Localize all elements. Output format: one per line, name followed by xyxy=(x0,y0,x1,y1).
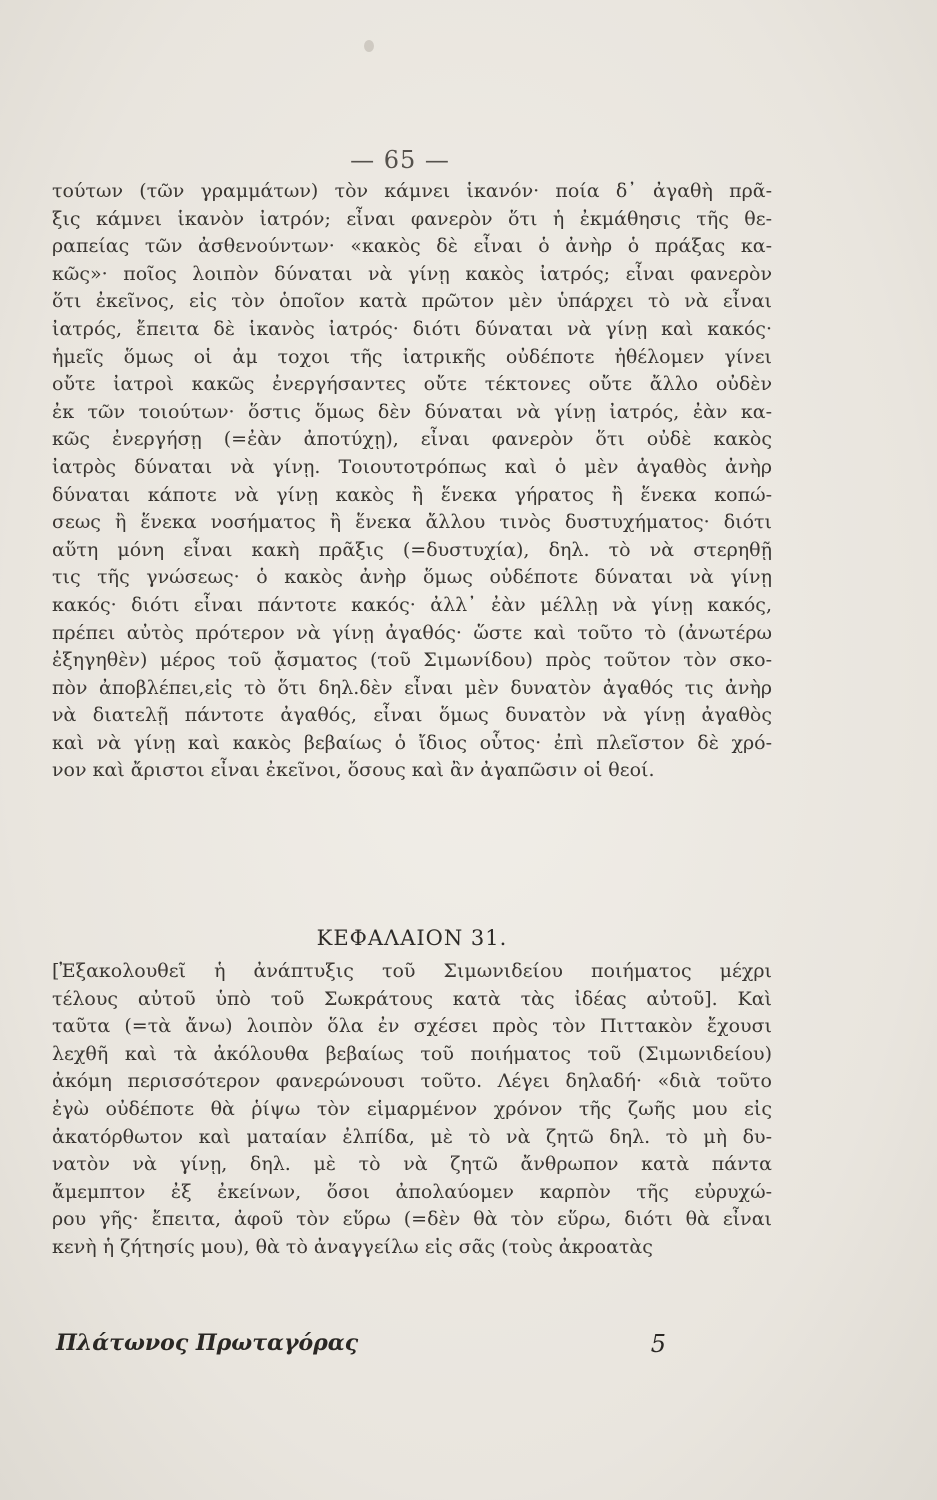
text-line: νατὸν νὰ γίνῃ, δηλ. μὲ τὸ νὰ ζητῶ ἄνθρωπον κατὰ πάντα xyxy=(52,1153,772,1176)
paragraph-1 xyxy=(52,178,772,785)
text-line: καὶ νὰ γίνῃ καὶ κακὸς βεβαίως ὁ ἴδιος οὗτος· ἐπὶ πλεῖστον δὲ χρό- xyxy=(52,731,772,754)
text-line: τούτων (τῶν γραμμάτων) τὸν κάμνει ἱκανόν· ποία δ᾽ ἀγαθὴ πρᾶ- xyxy=(52,180,772,202)
text-line: νον καὶ ἄριστοι εἶναι ἐκεῖνοι, ὅσους καὶ ἂν ἀγαπῶσιν οἱ θεοί. xyxy=(52,759,655,782)
page-number: — 65 — xyxy=(350,146,450,174)
text-line: λεχθῆ καὶ τὰ ἀκόλουθα βεβαίως τοῦ ποιήματος τοῦ (Σιμωνιδείου) xyxy=(52,1042,772,1065)
text-line: πρέπει αὐτὸς πρότερον νὰ γίνῃ ἀγαθός· ὥστε καὶ τοῦτο τὸ (ἀνωτέρω xyxy=(52,621,772,644)
text-line: τις τῆς γνώσεως· ὁ κακὸς ἀνὴρ ὅμως οὐδέποτε δύναται νὰ γίνῃ xyxy=(52,566,772,589)
text-line: κακός· διότι εἶναι πάντοτε κακός· ἀλλ᾽ ἐὰν μέλλῃ νὰ γίνῃ κακός, xyxy=(52,593,772,616)
text-line: οὔτε ἰατροὶ κακῶς ἐνεργήσαντες οὔτε τέκτονες οὔτε ἄλλο οὐδὲν xyxy=(52,373,772,396)
text-line: ἀκατόρθωτον καὶ ματαίαν ἐλπίδα, μὲ τὸ νὰ ζητῶ δηλ. τὸ μὴ δυ- xyxy=(52,1125,772,1148)
text-line: ἰατρός, ἔπειτα δὲ ἱκανὸς ἰατρός· διότι δύναται νὰ γίνῃ καὶ κακός· xyxy=(52,317,772,340)
footer-signature-mark: 5 xyxy=(650,1330,666,1358)
footer-book-title: Πλάτωνος Πρωταγόρας xyxy=(56,1330,359,1356)
text-line: ἐγὼ οὐδέποτε θὰ ῥίψω τὸν εἱμαρμένον χρόνον τῆς ζωῆς μου εἰς xyxy=(52,1097,772,1120)
text-line: ραπείας τῶν ἀσθενούντων· «κακὸς δὲ εἶναι ὁ ἀνὴρ ὁ πράξας κα- xyxy=(52,235,772,258)
chapter-heading: ΚΕΦΑΛΑΙΟΝ 31. xyxy=(316,926,508,950)
text-line: ἐκ τῶν τοιούτων· ὅστις ὅμως δὲν δύναται νὰ γίνῃ ἰατρός, ἐὰν κα- xyxy=(52,400,772,423)
text-line: κῶς ἐνεργήσῃ (=ἐὰν ἀποτύχῃ), εἶναι φανερὸν ὅτι οὐδὲ κακὸς xyxy=(52,428,772,451)
text-line: κῶς»· ποῖος λοιπὸν δύναται νὰ γίνῃ κακὸς ἰατρός; εἶναι φανερὸν xyxy=(52,262,772,285)
paper-spot xyxy=(364,40,374,52)
text-line: ταῦτα (=τὰ ἄνω) λοιπὸν ὅλα ἐν σχέσει πρὸς τὸν Πιττακὸν ἔχουσι xyxy=(52,1015,772,1038)
text-line: [Ἐξακολουθεῖ ἡ ἀνάπτυξις τοῦ Σιμωνιδείου ποιήματος μέχρι xyxy=(52,960,772,982)
text-line: νὰ διατελῇ πάντοτε ἀγαθός, εἶναι ὅμως δυνατὸν νὰ γίνῃ ἀγαθὸς xyxy=(52,704,772,727)
text-line: ἐξηγηθὲν) μέρος τοῦ ᾄσματος (τοῦ Σιμωνίδου) πρὸς τοῦτον τὸν σκο- xyxy=(52,649,772,672)
text-line: πὸν ἀποβλέπει,εἰς τὸ ὅτι δηλ.δὲν εἶναι μὲν δυνατὸν ἀγαθός τις ἀνὴρ xyxy=(52,676,772,699)
text-line: σεως ἢ ἕνεκα νοσήματος ἢ ἕνεκα ἄλλου τινὸς δυστυχήματος· διότι xyxy=(52,511,772,534)
text-line: ἀκόμη περισσότερον φανερώνουσι τοῦτο. Λέγει δηλαδή· «διὰ τοῦτο xyxy=(52,1070,772,1093)
text-line: ὅτι ἐκεῖνος, εἰς τὸν ὁποῖον κατὰ πρῶτον μὲν ὑπάρχει τὸ νὰ εἶναι xyxy=(52,290,772,313)
text-line: κενὴ ἡ ζήτησίς μου), θὰ τὸ ἀναγγείλω εἰς σᾶς (τοὺς ἀκροατὰς xyxy=(52,1235,653,1258)
page-footer xyxy=(56,1330,666,1360)
text-line: ἰατρὸς δύναται νὰ γίνῃ. Τοιουτοτρόπως καὶ ὁ μὲν ἀγαθὸς ἀνὴρ xyxy=(52,455,772,478)
text-line: ρου γῆς· ἔπειτα, ἀφοῦ τὸν εὕρω (=δὲν θὰ τὸν εὕρω, διότι θὰ εἶναι xyxy=(52,1208,772,1231)
text-line: δύναται κάποτε νὰ γίνῃ κακὸς ἢ ἕνεκα γήρατος ἢ ἕνεκα κοπώ- xyxy=(52,483,772,506)
text-line: ἡμεῖς ὅμως οἱ ἀμ τοχοι τῆς ἰατρικῆς οὐδέποτε ἠθέλομεν γίνει xyxy=(52,345,772,368)
text-line: ξις κάμνει ἱκανὸν ἰατρόν; εἶναι φανερὸν ὅτι ἡ ἐκμάθησις τῆς θε- xyxy=(52,207,772,230)
text-line: ἄμεμπτον ἐξ ἐκείνων, ὅσοι ἀπολαύομεν καρπὸν τῆς εὐρυχώ- xyxy=(52,1180,772,1203)
text-line: αὕτη μόνη εἶναι κακὴ πρᾶξις (=δυστυχία), δηλ. τὸ νὰ στερηθῇ xyxy=(52,538,772,561)
text-line: τέλους αὐτοῦ ὑπὸ τοῦ Σωκράτους κατὰ τὰς ἰδέας αὐτοῦ]. Καὶ xyxy=(52,987,772,1010)
paragraph-2 xyxy=(52,958,772,1262)
